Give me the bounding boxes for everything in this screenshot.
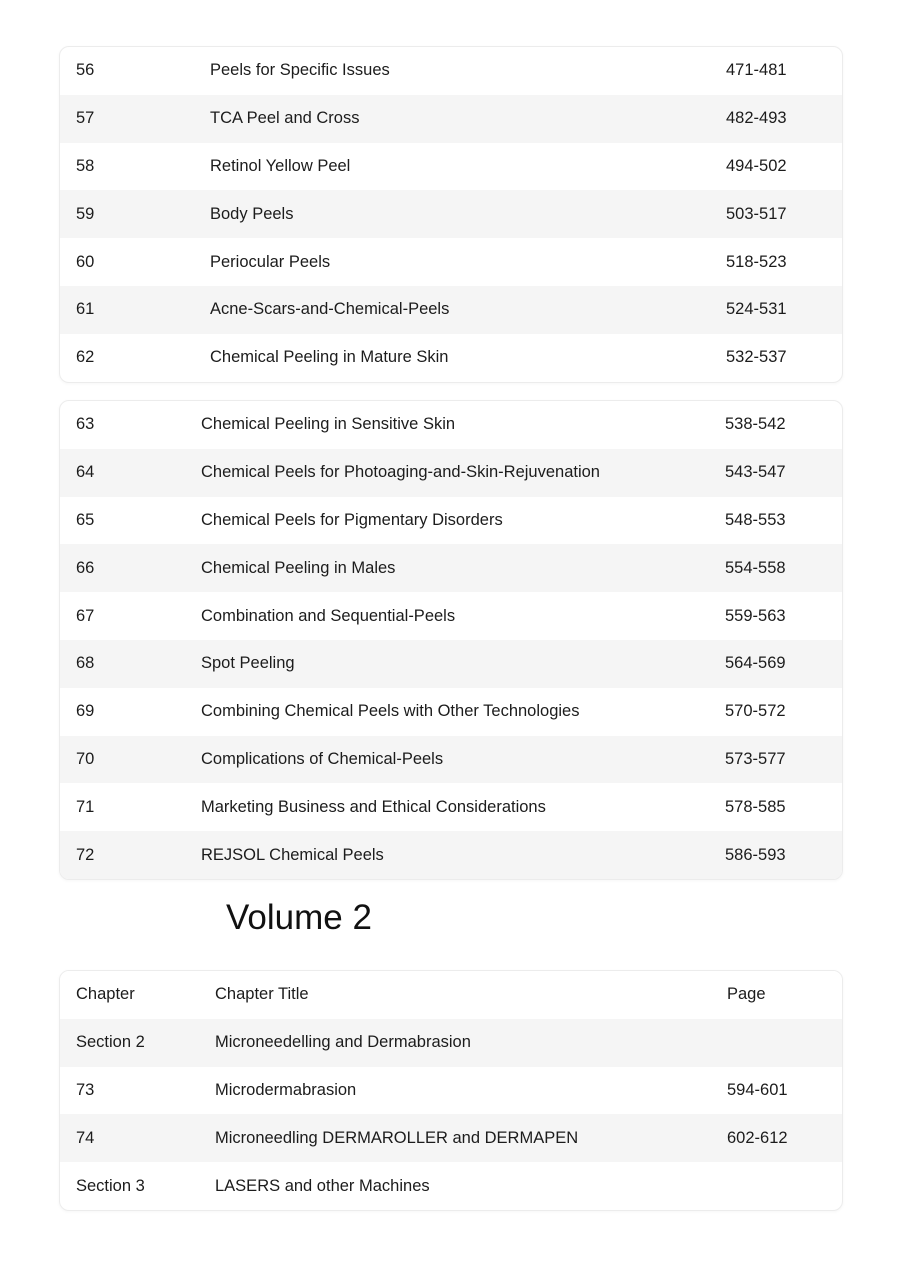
page-range: 494-502 [726,156,787,175]
page-range: 573-577 [725,749,786,768]
chapter-number: 71 [76,797,95,816]
toc-table-1 [59,46,843,383]
page-range: 564-569 [725,654,786,673]
chapter-number: 69 [76,702,95,721]
table-row [60,640,842,688]
chapter-number: 72 [76,845,95,864]
page-range: 471-481 [726,61,787,80]
table-row [60,95,842,143]
chapter-number: 57 [76,109,95,128]
page-range: 578-585 [725,797,786,816]
chapter-title: Body Peels [210,204,294,223]
table-row [60,47,842,95]
chapter-title: Peels for Specific Issues [210,61,390,80]
chapter-number: 70 [76,749,95,768]
chapter-title: TCA Peel and Cross [210,109,360,128]
chapter-number: 65 [76,510,95,529]
chapter-number: 63 [76,415,95,434]
table-row [60,401,842,449]
chapter-number: 73 [76,1080,95,1099]
chapter-title: Combining Chemical Peels with Other Technologies [201,702,580,721]
page-range: 518-523 [726,252,787,271]
table-row [60,497,842,545]
page-range: 532-537 [726,348,787,367]
page-range: 543-547 [725,463,786,482]
page-range: 503-517 [726,204,787,223]
chapter-number: 68 [76,654,95,673]
table-row [60,334,842,382]
table-row [60,1162,842,1210]
page-range: 482-493 [726,109,787,128]
toc-table-3 [59,970,843,1211]
chapter-title: Marketing Business and Ethical Considerations [201,797,546,816]
chapter-number: 59 [76,204,95,223]
chapter-title: Periocular Peels [210,252,331,271]
table-row [60,783,842,831]
chapter-number: 74 [76,1128,95,1147]
table-row [60,592,842,640]
header-chapter: Chapter [76,985,135,1004]
chapter-title: Spot Peeling [201,654,295,673]
page-range: 554-558 [725,558,786,577]
chapter-title: Retinol Yellow Peel [210,156,351,175]
chapter-number: 56 [76,61,95,80]
toc-table-2 [59,400,843,880]
table-row [60,190,842,238]
table-row [60,238,842,286]
table-row [60,544,842,592]
chapter-number: 62 [76,348,95,367]
page-range: 602-612 [727,1128,788,1147]
chapter-title: Chemical Peeling in Sensitive Skin [201,415,456,434]
table-row [60,143,842,191]
header-page: Page [727,985,766,1004]
chapter-number: 67 [76,606,95,625]
chapter-number: 66 [76,558,95,577]
table-row [60,831,842,879]
table-row [60,1114,842,1162]
page-range: 570-572 [725,702,786,721]
chapter-title: REJSOL Chemical Peels [201,845,384,864]
chapter-number: 61 [76,300,95,319]
page-range: 586-593 [725,845,786,864]
table-row [60,1067,842,1115]
page-range: 524-531 [726,300,787,319]
chapter-title: Microdermabrasion [215,1080,357,1099]
chapter-title: Acne-Scars-and-Chemical-Peels [210,300,450,319]
chapter-title: Microneedelling and Dermabrasion [215,1033,471,1052]
table-row [60,688,842,736]
table-row [60,286,842,334]
page-range: 538-542 [725,415,786,434]
page-range: 594-601 [727,1080,788,1099]
chapter-number: 58 [76,156,95,175]
chapter-title: Microneedling DERMAROLLER and DERMAPEN [215,1128,579,1147]
chapter-title: Combination and Sequential-Peels [201,606,456,625]
chapter-number: Section 3 [76,1176,145,1195]
table-row [60,736,842,784]
chapter-number: 64 [76,463,95,482]
chapter-title: Chemical Peeling in Males [201,558,396,577]
chapter-number: 60 [76,252,95,271]
page-range: 548-553 [725,510,786,529]
volume-heading: Volume 2 [226,898,372,937]
table-row [60,449,842,497]
chapter-title: LASERS and other Machines [215,1176,430,1195]
chapter-title: Complications of Chemical-Peels [201,749,444,768]
table-header-row [60,971,842,1019]
chapter-title: Chemical Peels for Pigmentary Disorders [201,510,503,529]
chapter-number: Section 2 [76,1033,145,1052]
chapter-title: Chemical Peeling in Mature Skin [210,348,449,367]
chapter-title: Chemical Peels for Photoaging-and-Skin-Rejuvenation [201,463,600,482]
page-range: 559-563 [725,606,786,625]
table-row [60,1019,842,1067]
header-chapter-title: Chapter Title [215,985,309,1004]
